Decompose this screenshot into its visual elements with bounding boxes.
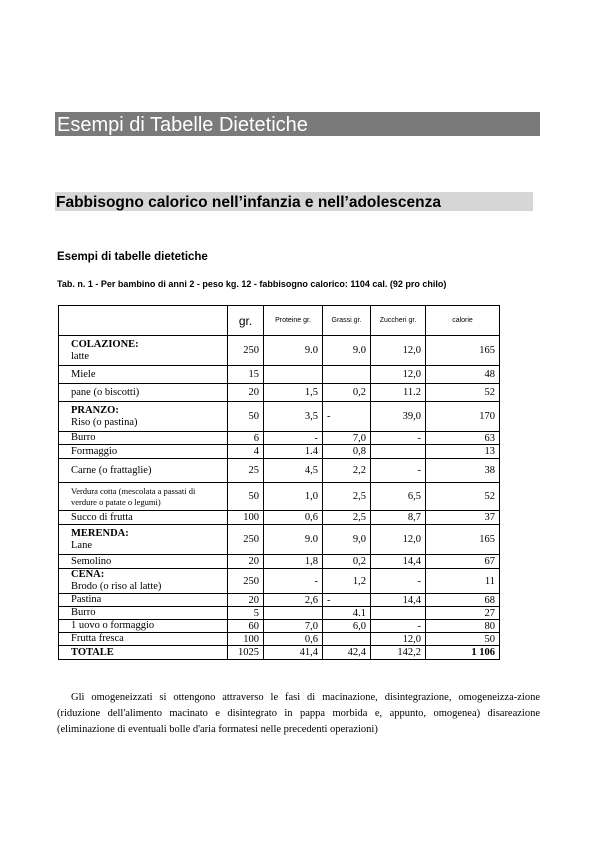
section-title: Fabbisogno calorico nell’infanzia e nell’adolescenza xyxy=(55,192,533,211)
grassi-cell: 2,5 xyxy=(323,511,371,525)
food-cell xyxy=(59,555,228,569)
table-row xyxy=(59,432,500,445)
table-row xyxy=(59,402,500,432)
food-label: Succo di frutta xyxy=(71,511,133,523)
gr-cell: 20 xyxy=(228,384,264,402)
food-cell xyxy=(59,432,228,445)
food-cell xyxy=(59,511,228,525)
calorie-cell: 37 xyxy=(426,511,500,525)
calorie-cell: 63 xyxy=(426,432,500,445)
table-caption: Tab. n. 1 - Per bambino di anni 2 - peso kg. 12 - fabbisogno calorico: 1104 cal. (92 pro chilo) xyxy=(57,279,447,289)
proteine-cell: 7,0 xyxy=(264,620,323,633)
gr-cell: 50 xyxy=(228,483,264,511)
table-header-row xyxy=(59,306,500,336)
zuccheri-cell xyxy=(371,445,426,459)
proteine-cell: - xyxy=(264,569,323,594)
table-row xyxy=(59,633,500,646)
grassi-cell: 6,0 xyxy=(323,620,371,633)
gr-cell: 60 xyxy=(228,620,264,633)
table-row xyxy=(59,336,500,366)
header-calories: calorie xyxy=(426,306,500,336)
meal-label: CENA: xyxy=(71,569,105,580)
food-label: latte xyxy=(71,350,90,362)
grassi-cell: 9,0 xyxy=(323,525,371,555)
page-title: Esempi di Tabelle Dietetiche xyxy=(55,112,540,136)
food-label: Frutta fresca xyxy=(71,633,124,644)
food-cell xyxy=(59,402,228,432)
food-label: Burro xyxy=(71,432,96,443)
calorie-cell: 11 xyxy=(426,569,500,594)
calorie-cell: 52 xyxy=(426,384,500,402)
grassi-cell: 0,8 xyxy=(323,445,371,459)
zuccheri-cell: 12,0 xyxy=(371,336,426,366)
calorie-cell: 52 xyxy=(426,483,500,511)
table-row xyxy=(59,525,500,555)
zuccheri-cell: 6,5 xyxy=(371,483,426,511)
food-cell xyxy=(59,594,228,607)
food-label: Burro xyxy=(71,607,96,618)
food-label: Pastina xyxy=(71,594,102,605)
grassi-cell: 0,2 xyxy=(323,555,371,569)
total-label: TOTALE xyxy=(59,646,228,660)
gr-cell: 250 xyxy=(228,336,264,366)
header-grams: gr. xyxy=(228,306,264,336)
calorie-cell: 67 xyxy=(426,555,500,569)
grassi-cell xyxy=(323,366,371,384)
table-row xyxy=(59,384,500,402)
gr-cell: 25 xyxy=(228,459,264,483)
gr-cell: 250 xyxy=(228,569,264,594)
food-cell xyxy=(59,384,228,402)
meal-label: MERENDA: xyxy=(71,527,129,539)
calorie-cell: 48 xyxy=(426,366,500,384)
grassi-cell: - xyxy=(323,402,371,432)
food-label: Carne (o frattaglie) xyxy=(71,464,152,476)
proteine-cell: 1,8 xyxy=(264,555,323,569)
food-cell xyxy=(59,336,228,366)
table-row xyxy=(59,594,500,607)
header-fats: Grassi gr. xyxy=(323,306,371,336)
gr-cell: 4 xyxy=(228,445,264,459)
proteine-cell: 9.0 xyxy=(264,525,323,555)
gr-cell: 6 xyxy=(228,432,264,445)
gr-cell: 50 xyxy=(228,402,264,432)
food-label: Verdura cotta (mescolata a passati di verdure o patate o legumi) xyxy=(71,485,196,507)
zuccheri-cell: 39,0 xyxy=(371,402,426,432)
gr-cell: 20 xyxy=(228,594,264,607)
gr-cell: 20 xyxy=(228,555,264,569)
zuccheri-cell: - xyxy=(371,620,426,633)
grassi-cell xyxy=(323,633,371,646)
calorie-cell: 165 xyxy=(426,525,500,555)
table-row xyxy=(59,483,500,511)
grassi-cell: 2,5 xyxy=(323,483,371,511)
food-cell xyxy=(59,620,228,633)
table-row xyxy=(59,366,500,384)
grassi-cell: 4.1 xyxy=(323,607,371,620)
grassi-cell: - xyxy=(323,594,371,607)
gr-cell: 5 xyxy=(228,607,264,620)
proteine-cell: 0,6 xyxy=(264,633,323,646)
food-label: Miele xyxy=(71,368,96,380)
grassi-cell: 1,2 xyxy=(323,569,371,594)
zuccheri-cell: - xyxy=(371,432,426,445)
zuccheri-cell: 8,7 xyxy=(371,511,426,525)
total-sugars: 142,2 xyxy=(371,646,426,660)
food-cell xyxy=(59,459,228,483)
calorie-cell: 50 xyxy=(426,633,500,646)
table-total-row xyxy=(59,646,500,660)
grassi-cell: 0,2 xyxy=(323,384,371,402)
food-cell xyxy=(59,633,228,646)
table-row xyxy=(59,511,500,525)
gr-cell: 100 xyxy=(228,511,264,525)
meal-label: PRANZO: xyxy=(71,404,119,416)
proteine-cell: 1.4 xyxy=(264,445,323,459)
total-proteins: 41,4 xyxy=(264,646,323,660)
zuccheri-cell: 12,0 xyxy=(371,366,426,384)
zuccheri-cell: 12,0 xyxy=(371,525,426,555)
gr-cell: 15 xyxy=(228,366,264,384)
proteine-cell: 1,5 xyxy=(264,384,323,402)
calorie-cell: 27 xyxy=(426,607,500,620)
food-label: Riso (o pastina) xyxy=(71,416,138,428)
food-cell xyxy=(59,607,228,620)
total-grams: 1025 xyxy=(228,646,264,660)
zuccheri-cell: 11.2 xyxy=(371,384,426,402)
proteine-cell xyxy=(264,607,323,620)
zuccheri-cell xyxy=(371,607,426,620)
section-heading: Esempi di tabelle dietetiche xyxy=(57,251,208,263)
proteine-cell: 4,5 xyxy=(264,459,323,483)
gr-cell: 100 xyxy=(228,633,264,646)
total-fats: 42,4 xyxy=(323,646,371,660)
proteine-cell: 1,0 xyxy=(264,483,323,511)
grassi-cell: 9.0 xyxy=(323,336,371,366)
food-label: Formaggio xyxy=(71,445,118,457)
header-food xyxy=(59,306,228,336)
calorie-cell: 13 xyxy=(426,445,500,459)
proteine-cell: 2,6 xyxy=(264,594,323,607)
total-calories: 1 106 xyxy=(426,646,500,660)
proteine-cell: 9.0 xyxy=(264,336,323,366)
calorie-cell: 38 xyxy=(426,459,500,483)
food-cell xyxy=(59,445,228,459)
table-row xyxy=(59,555,500,569)
calorie-cell: 165 xyxy=(426,336,500,366)
food-label: 1 uovo o formaggio xyxy=(71,620,155,631)
food-label: Lane xyxy=(71,539,92,551)
zuccheri-cell: - xyxy=(371,569,426,594)
table-row xyxy=(59,459,500,483)
proteine-cell xyxy=(264,366,323,384)
table-row xyxy=(59,620,500,633)
food-label: Semolino xyxy=(71,555,112,567)
meal-label: COLAZIONE: xyxy=(71,338,139,350)
proteine-cell: - xyxy=(264,432,323,445)
table-row xyxy=(59,569,500,594)
header-proteins: Proteine gr. xyxy=(264,306,323,336)
body-paragraph: Gli omogeneizzati si ottengono attraverso le fasi di macinazione, disintegrazione, omogeneizza-zione (riduzione dell'alimento macinato e disintegrato in pappa morbida e, appunto, omogenea) disareazione (eliminazione di eventuali bolle d'aria formatesi nelle precedenti operazioni) xyxy=(57,692,540,735)
table-row xyxy=(59,445,500,459)
gr-cell: 250 xyxy=(228,525,264,555)
grassi-cell: 2,2 xyxy=(323,459,371,483)
zuccheri-cell: 12,0 xyxy=(371,633,426,646)
calorie-cell: 170 xyxy=(426,402,500,432)
food-label: pane (o biscotti) xyxy=(71,386,140,398)
zuccheri-cell: - xyxy=(371,459,426,483)
calorie-cell: 80 xyxy=(426,620,500,633)
diet-table xyxy=(58,305,500,660)
food-cell xyxy=(59,483,228,511)
proteine-cell: 0,6 xyxy=(264,511,323,525)
proteine-cell: 3,5 xyxy=(264,402,323,432)
zuccheri-cell: 14,4 xyxy=(371,594,426,607)
food-cell xyxy=(59,569,228,594)
zuccheri-cell: 14,4 xyxy=(371,555,426,569)
table-row xyxy=(59,607,500,620)
food-cell xyxy=(59,366,228,384)
header-sugars: Zuccheri gr. xyxy=(371,306,426,336)
grassi-cell: 7,0 xyxy=(323,432,371,445)
food-cell xyxy=(59,525,228,555)
food-label: Brodo (o riso al latte) xyxy=(71,581,162,592)
calorie-cell: 68 xyxy=(426,594,500,607)
